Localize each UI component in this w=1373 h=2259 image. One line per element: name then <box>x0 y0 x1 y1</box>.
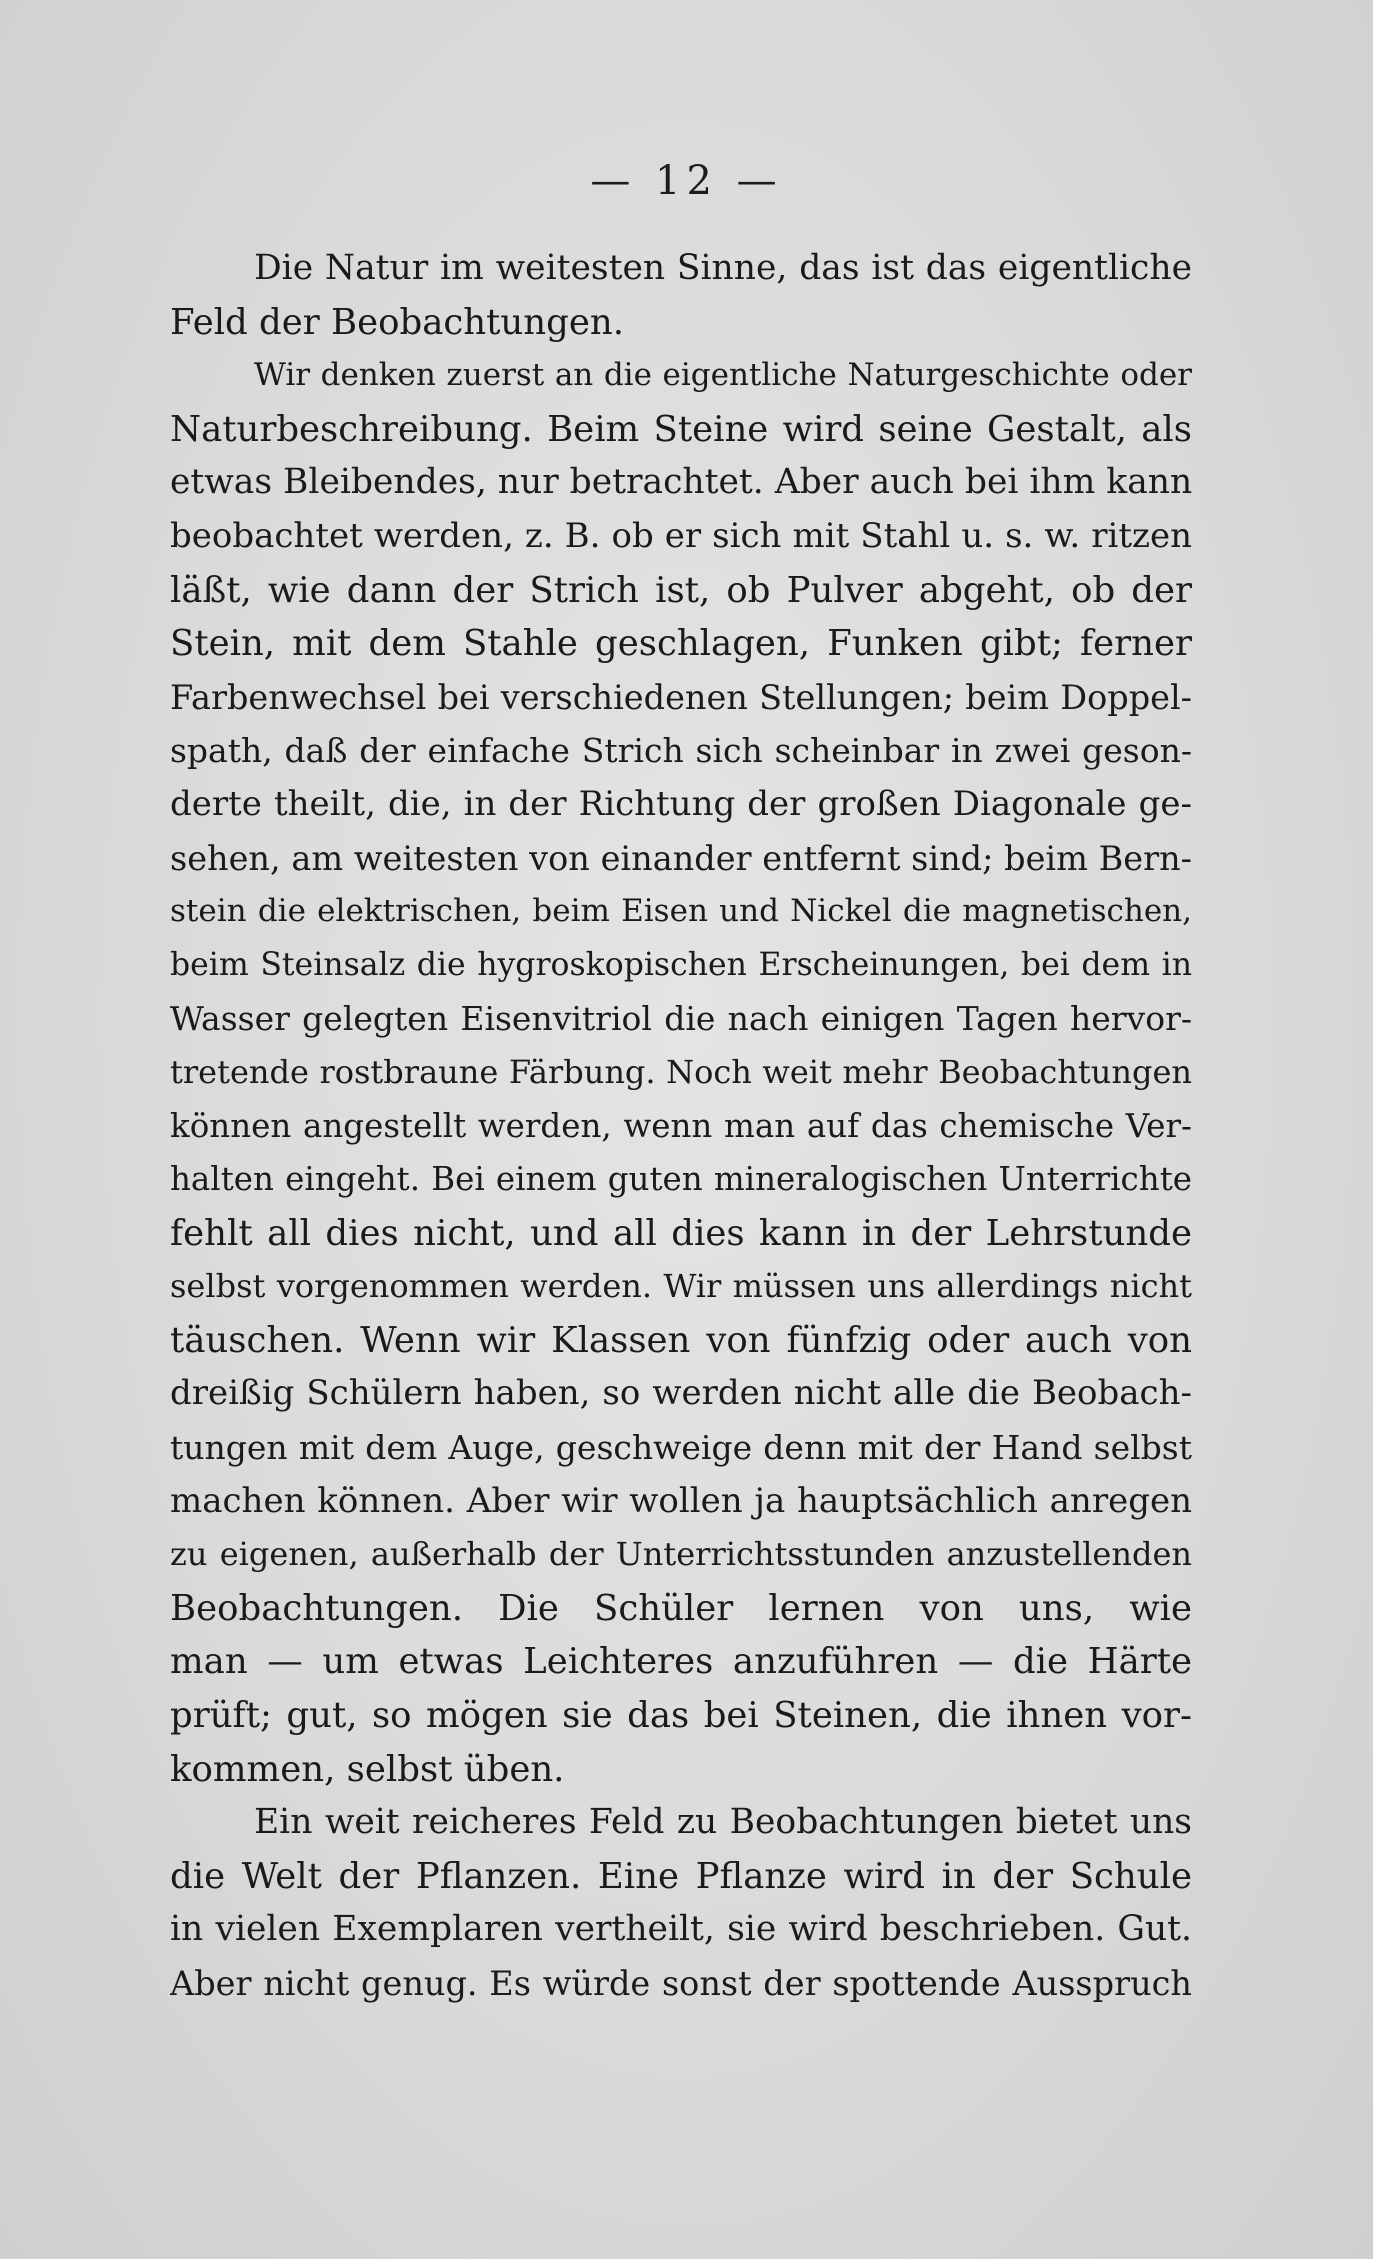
text-line: tretende rostbraune Färbung. Noch weit mehr Beobachtungen <box>170 1052 1192 1091</box>
text-line: die Welt der Pflanzen. Eine Pflanze wird in der Schule <box>170 1855 1192 1897</box>
text-line: beim Steinsalz die hygroskopischen Erscheinungen, bei dem in <box>170 946 1192 983</box>
text-line: tungen mit dem Auge, geschweige denn mit der Hand selbst <box>170 1428 1192 1468</box>
body-text <box>170 242 1192 2011</box>
text-line: derte theilt, die, in der Richtung der großen Diagonale ge- <box>170 783 1192 824</box>
text-line: spath, daß der einfache Strich sich scheinbar in zwei geson- <box>170 731 1192 771</box>
text-line: stein die elektrischen, beim Eisen und Nickel die magnetischen, <box>170 893 1192 930</box>
text-line: halten eingeht. Bei einem guten mineralogischen Unterrichte <box>170 1160 1192 1199</box>
text-line: kommen, selbst üben. <box>170 1748 565 1790</box>
text-line: prüft; gut, so mögen sie das bei Steinen, die ihnen vor- <box>170 1695 1192 1737</box>
text-line: Wasser gelegten Eisenvitriol die nach einigen Tagen hervor- <box>170 999 1192 1039</box>
text-line: in vielen Exemplaren vertheilt, sie wird beschrieben. Gut. <box>170 1909 1192 1950</box>
page-number: — 12 — <box>590 158 783 204</box>
text-line: Stein, mit dem Stahle geschlagen, Funken gibt; ferner <box>170 623 1192 665</box>
text-line: dreißig Schülern haben, so werden nicht alle die Beobach- <box>170 1373 1192 1414</box>
text-line: Naturbeschreibung. Beim Steine wird seine Gestalt, als <box>170 408 1192 450</box>
text-line: Die Natur im weitesten Sinne, das ist das eigentliche <box>254 248 1192 288</box>
text-line: man — um etwas Leichteres anzuführen — die Härte <box>170 1641 1192 1683</box>
text-line: etwas Bleibendes, nur betrachtet. Aber auch bei ihm kann <box>170 462 1192 503</box>
text-line: Wir denken zuerst an die eigentliche Naturgeschichte oder <box>254 357 1192 394</box>
text-line: beobachtet werden, z. B. ob er sich mit Stahl u. s. w. ritzen <box>170 515 1192 556</box>
text-line: Aber nicht genug. Es würde sonst der spottende Ausspruch <box>170 1964 1192 2003</box>
text-line: läßt, wie dann der Strich ist, ob Pulver abgeht, ob der <box>170 569 1192 611</box>
text-line: täuschen. Wenn wir Klassen von fünfzig oder auch von <box>170 1319 1192 1361</box>
text-line: Beobachtungen. Die Schüler lernen von uns, wie <box>170 1587 1192 1629</box>
text-line: fehlt all dies nicht, und all dies kann in der Lehrstunde <box>170 1212 1192 1254</box>
text-line: können angestellt werden, wenn man auf das chemische Ver- <box>170 1106 1192 1145</box>
text-line: selbst vorgenommen werden. Wir müssen uns allerdings nicht <box>170 1267 1192 1306</box>
text-line: sehen, am weitesten von einander entfernt sind; beim Bern- <box>170 838 1192 878</box>
text-line: machen können. Aber wir wollen ja hauptsächlich anregen <box>170 1480 1192 1521</box>
text-line: Feld der Beobachtungen. <box>170 301 625 343</box>
text-line: Farbenwechsel bei verschiedenen Stellungen; beim Doppel- <box>170 677 1192 717</box>
text-line: Ein weit reicheres Feld zu Beobachtungen bietet uns <box>254 1802 1192 1843</box>
text-line: zu eigenen, außerhalb der Unterrichtsstunden anzustellenden <box>170 1535 1192 1574</box>
